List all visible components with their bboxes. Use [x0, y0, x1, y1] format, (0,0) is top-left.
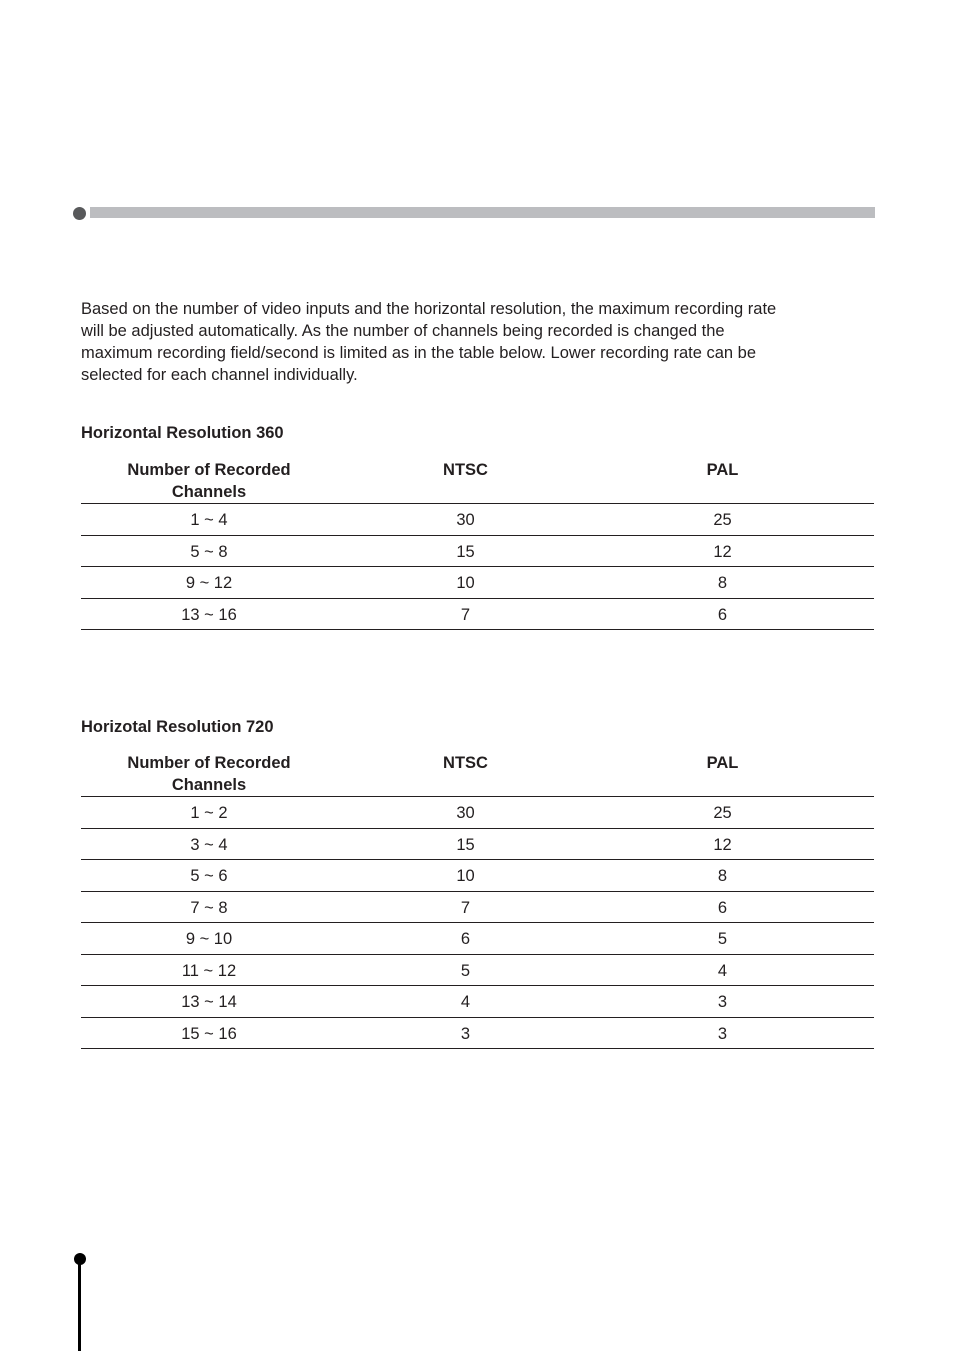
- table-row: [81, 860, 874, 892]
- cell-ntsc: 30: [456, 511, 475, 529]
- cell-ntsc: 30: [456, 804, 475, 822]
- cell-ntsc: 15: [456, 542, 475, 561]
- intro-line: Based on the number of video inputs and the horizontal resolution, the maximum recording rate: [81, 300, 777, 318]
- cell-channels: 13 ~ 16: [181, 605, 237, 624]
- intro-paragraph: [81, 298, 871, 386]
- cell-channels: 13 ~ 14: [181, 993, 237, 1011]
- cell-ntsc: 3: [460, 1024, 471, 1043]
- cell-ntsc: 10: [456, 574, 475, 592]
- cell-ntsc: 10: [456, 867, 475, 885]
- cell-channels: 7 ~ 8: [190, 898, 228, 917]
- header-channels-line1: Number of Recorded: [127, 461, 291, 479]
- cell-ntsc: 5: [460, 961, 471, 980]
- header-ntsc: NTSC: [443, 754, 488, 772]
- table-720: [81, 752, 874, 1049]
- intro-line: selected for each channel individually.: [81, 366, 358, 384]
- header-pal: PAL: [706, 461, 739, 479]
- table-row: [81, 986, 874, 1018]
- table-row: [81, 892, 874, 924]
- cell-channels: 9 ~ 10: [185, 930, 233, 948]
- table-row: [81, 536, 874, 568]
- table-720-title: Horizotal Resolution 720: [81, 718, 274, 736]
- cell-pal: 6: [717, 898, 728, 917]
- table-row: [81, 504, 874, 536]
- cell-ntsc: 6: [460, 930, 471, 948]
- table-header: [81, 752, 874, 797]
- cell-channels: 11 ~ 12: [181, 961, 237, 980]
- cell-pal: 25: [713, 511, 732, 529]
- page-footer-line: [78, 1260, 81, 1351]
- table-row: [81, 955, 874, 987]
- cell-pal: 4: [717, 961, 728, 980]
- table-row: [81, 797, 874, 829]
- cell-pal: 6: [717, 605, 728, 624]
- cell-channels: 5 ~ 8: [190, 542, 228, 561]
- header-channels: [81, 752, 337, 796]
- header-channels: [81, 459, 337, 503]
- table-360-title: Horizontal Resolution 360: [81, 424, 284, 442]
- table-row: [81, 1018, 874, 1050]
- cell-pal: 12: [713, 835, 732, 854]
- header-channels-line1: Number of Recorded: [127, 754, 291, 772]
- cell-pal: 8: [717, 574, 728, 592]
- cell-pal: 3: [717, 993, 728, 1011]
- cell-channels: 15 ~ 16: [181, 1024, 237, 1043]
- cell-ntsc: 7: [460, 898, 471, 917]
- header-channels-line2: Channels: [171, 776, 247, 794]
- cell-channels: 9 ~ 12: [185, 574, 233, 592]
- table-row: [81, 829, 874, 861]
- table-row: [81, 567, 874, 599]
- cell-channels: 1 ~ 2: [190, 804, 228, 822]
- table-row: [81, 599, 874, 631]
- cell-channels: 3 ~ 4: [190, 835, 228, 854]
- table-header: [81, 459, 874, 504]
- intro-line: will be adjusted automatically. As the number of channels being recorded is changed the: [81, 322, 725, 340]
- cell-channels: 1 ~ 4: [190, 511, 228, 529]
- cell-pal: 25: [713, 804, 732, 822]
- table-360: [81, 459, 874, 630]
- cell-pal: 3: [717, 1024, 728, 1043]
- cell-pal: 5: [717, 930, 728, 948]
- cell-ntsc: 4: [460, 993, 471, 1011]
- header-pal: PAL: [706, 754, 739, 772]
- header-ntsc: NTSC: [443, 461, 488, 479]
- section-header-dot: [73, 207, 86, 220]
- cell-ntsc: 15: [456, 835, 475, 854]
- cell-pal: 8: [717, 867, 728, 885]
- cell-ntsc: 7: [460, 605, 471, 624]
- cell-channels: 5 ~ 6: [190, 867, 228, 885]
- cell-pal: 12: [713, 542, 732, 561]
- section-header-bar: [90, 207, 875, 218]
- table-row: [81, 923, 874, 955]
- intro-line: maximum recording field/second is limited as in the table below. Lower recording rate can be: [81, 344, 757, 362]
- header-channels-line2: Channels: [171, 483, 247, 501]
